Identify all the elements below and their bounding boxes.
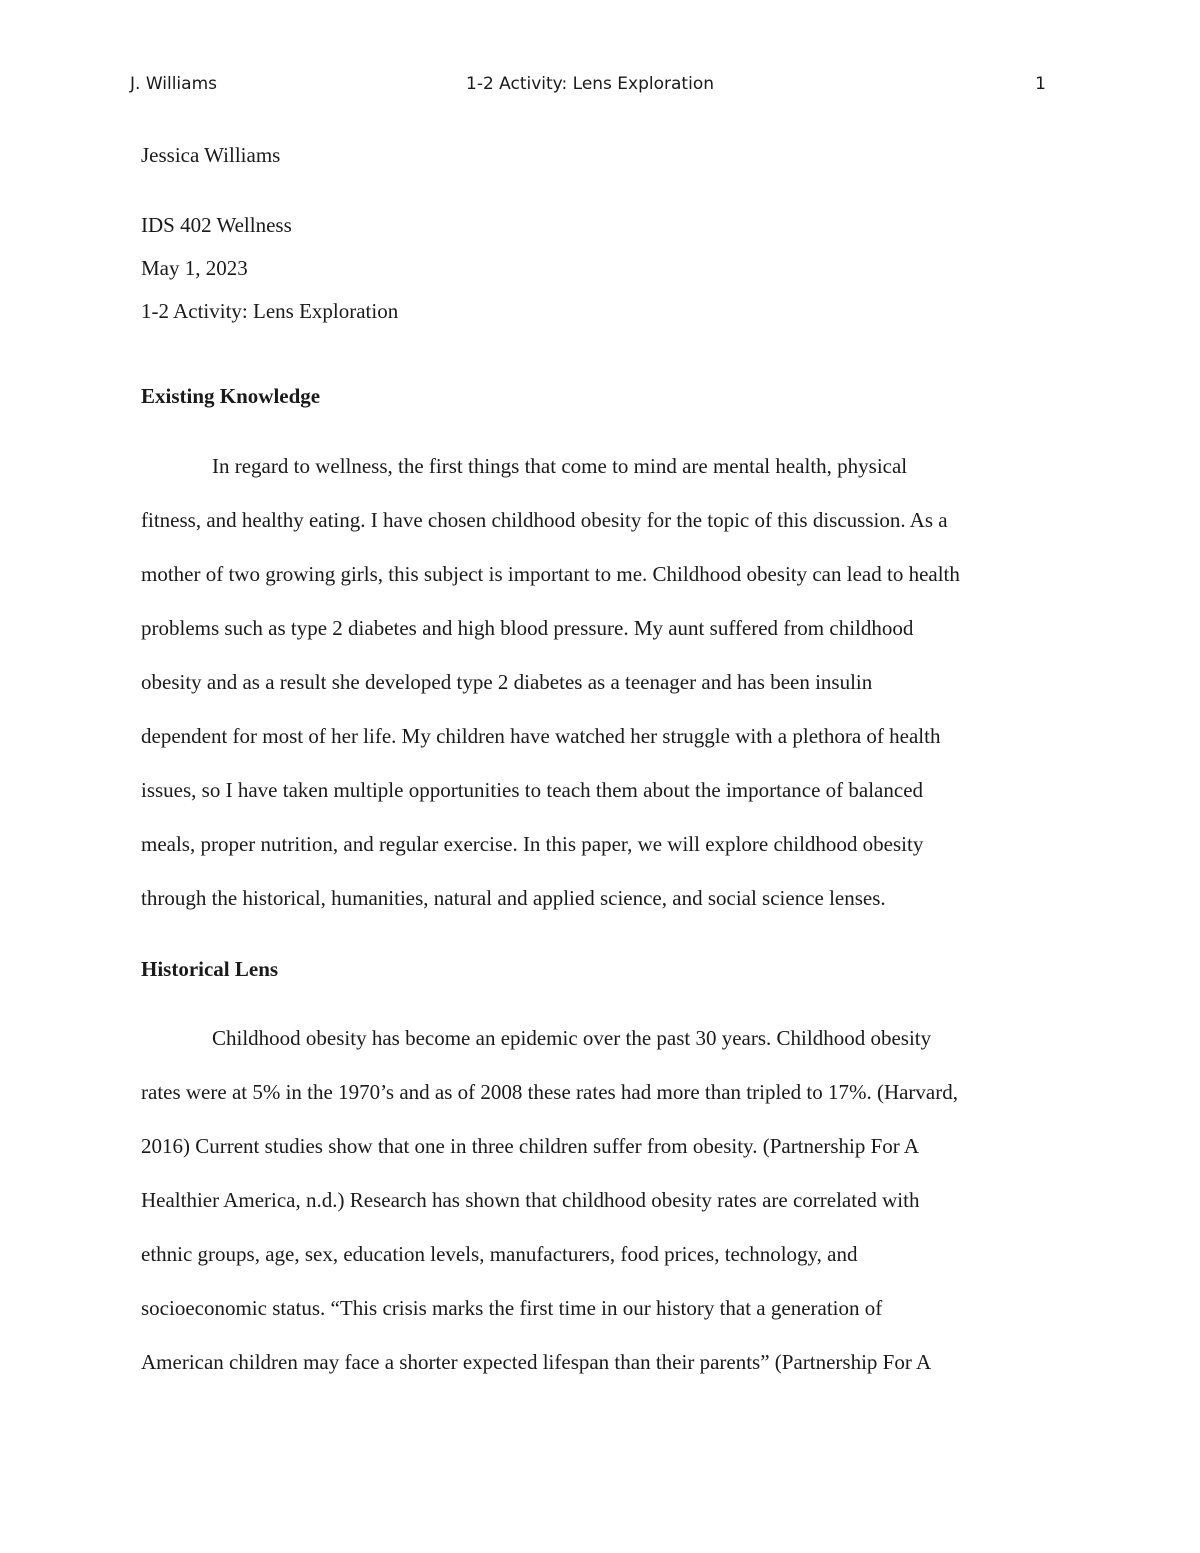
paragraph-line: issues, so I have taken multiple opportunities to teach them about the importance of balanced [141, 778, 924, 802]
paragraph-line: problems such as type 2 diabetes and high blood pressure. My aunt suffered from childhood [141, 616, 914, 640]
paragraph-line: Healthier America, n.d.) Research has shown that childhood obesity rates are correlated with [141, 1188, 920, 1212]
header-page-number: 1 [1035, 74, 1046, 94]
paragraph-line: obesity and as a result she developed type 2 diabetes as a teenager and has been insulin [141, 670, 873, 694]
paragraph-line: meals, proper nutrition, and regular exercise. In this paper, we will explore childhood obesity [141, 832, 924, 856]
header-title: 1-2 Activity: Lens Exploration [466, 74, 714, 94]
paragraph-line: rates were at 5% in the 1970’s and as of 2008 these rates had more than tripled to 17%. (Harvard, [141, 1080, 958, 1104]
student-name: Jessica Williams [141, 143, 281, 167]
header-author: J. Williams [130, 74, 217, 94]
assignment-title: 1-2 Activity: Lens Exploration [141, 299, 399, 323]
paragraph-line: mother of two growing girls, this subject is important to me. Childhood obesity can lead to health [141, 562, 960, 586]
paragraph-line: fitness, and healthy eating. I have chosen childhood obesity for the topic of this discussion. As a [141, 508, 948, 532]
submission-date: May 1, 2023 [141, 256, 248, 280]
paragraph-line: socioeconomic status. “This crisis marks the first time in our history that a generation of [141, 1296, 883, 1320]
paragraph-line: Childhood obesity has become an epidemic over the past 30 years. Childhood obesity [212, 1026, 932, 1050]
course-name: IDS 402 Wellness [141, 213, 292, 237]
paragraph-line: dependent for most of her life. My children have watched her struggle with a plethora of health [141, 724, 941, 748]
paragraph-line: ethnic groups, age, sex, education levels, manufacturers, food prices, technology, and [141, 1242, 858, 1266]
paragraph-line: through the historical, humanities, natural and applied science, and social science lenses. [141, 886, 886, 910]
paragraph-line: 2016) Current studies show that one in three children suffer from obesity. (Partnership For A [141, 1134, 920, 1158]
page-header [0, 74, 1200, 98]
paragraph-line: In regard to wellness, the first things that come to mind are mental health, physical [212, 454, 908, 478]
section-heading-historical-lens: Historical Lens [141, 957, 279, 981]
paragraph-line: American children may face a shorter expected lifespan than their parents” (Partnership For A [141, 1350, 932, 1374]
section-heading-existing-knowledge: Existing Knowledge [141, 384, 321, 408]
